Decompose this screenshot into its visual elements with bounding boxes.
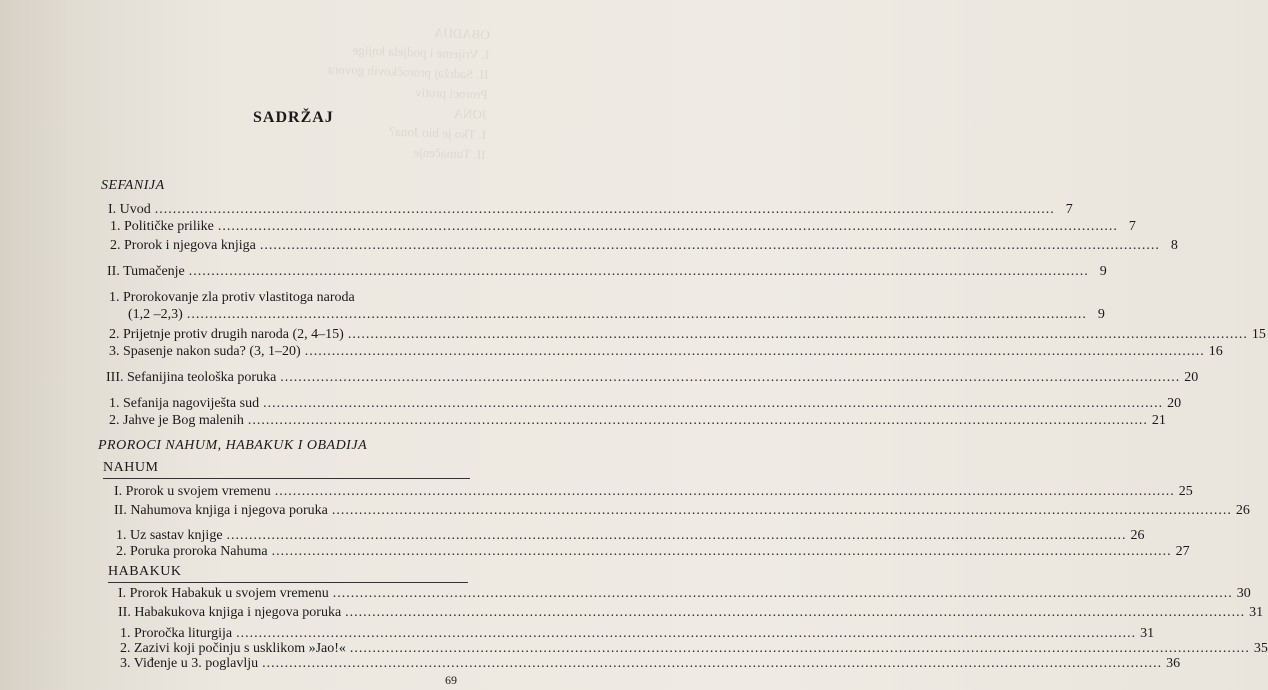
leader-dots: ........................................................................................................................................................................................................	[188, 264, 1089, 279]
toc-entry	[110, 219, 1136, 235]
toc-entry	[109, 344, 1223, 360]
toc-entry-label: 2. Prorok i njegova knjiga	[110, 238, 256, 253]
toc-entry	[110, 238, 1178, 254]
section-rule	[103, 478, 470, 479]
toc-entry	[120, 626, 1155, 642]
toc-entry-page: 26	[1235, 503, 1250, 518]
toc-entry	[114, 503, 1250, 519]
section-heading-proroci: PROROCI NAHUM, HABAKUK I OBADIJA	[98, 438, 368, 453]
toc-entry	[116, 544, 1190, 560]
toc-entry-page: 27	[1175, 544, 1190, 559]
toc-entry-page: 26	[1130, 528, 1145, 543]
leader-dots: ........................................................................................................................................................................................................	[263, 396, 1164, 411]
section-rule	[108, 582, 468, 583]
leader-dots: ........................................................................................................................................................................................................	[345, 605, 1246, 620]
toc-entry-label: 1. Prorokovanje zla protiv vlastitoga naroda	[109, 290, 355, 305]
toc-entry-page: 21	[1151, 413, 1166, 428]
toc-entry-page: 31	[1249, 605, 1264, 620]
leader-dots: ........................................................................................................................................................................................................	[332, 586, 1233, 601]
toc-entry-label: 2. Prijetnje protiv drugih naroda (2, 4–15)	[109, 327, 344, 342]
leader-dots: ........................................................................................................................................................................................................	[331, 503, 1232, 518]
toc-entry-page: 7	[1128, 219, 1136, 234]
toc-entry	[109, 396, 1182, 412]
leader-dots: ........................................................................................................................................................................................................	[236, 626, 1137, 641]
section-heading-sefanija: SEFANIJA	[101, 178, 165, 193]
toc-entry-page: 16	[1208, 344, 1223, 359]
toc-entry-label: I. Prorok Habakuk u svojem vremenu	[118, 586, 329, 601]
toc-entry-label: 2. Zazivi koji počinju s usklikom »Jao!«	[120, 641, 346, 656]
leader-dots: ........................................................................................................................................................................................................	[347, 327, 1248, 342]
toc-entry-page: 15	[1251, 327, 1266, 342]
section-heading-nahum: NAHUM	[103, 460, 159, 475]
toc-entry-label: II. Tumačenje	[107, 264, 185, 279]
leader-dots: ........................................................................................................................................................................................................	[259, 238, 1160, 253]
toc-entry-label: I. Prorok u svojem vremenu	[114, 484, 271, 499]
page-title: SADRŽAJ	[253, 109, 334, 126]
toc-entry-label: 1. Političke prilike	[110, 219, 214, 234]
leader-dots: ........................................................................................................................................................................................................	[280, 370, 1181, 385]
bleed-line: OBADIJA	[433, 25, 491, 43]
bleed-line: JONA	[453, 105, 488, 122]
leader-dots: ........................................................................................................................................................................................................	[217, 219, 1118, 234]
toc-entry	[109, 327, 1266, 343]
toc-entry-label: II. Nahumova knjiga i njegova poruka	[114, 503, 328, 518]
bleed-line: I. Tko je bio Jona?	[389, 123, 487, 142]
toc-entry	[106, 370, 1199, 386]
bleed-line: II. Tumačenje	[413, 144, 486, 162]
toc-entry-page: 20	[1184, 370, 1199, 385]
leader-dots: ........................................................................................................................................................................................................	[271, 544, 1172, 559]
toc-entry-label: 2. Poruka proroka Nahuma	[116, 544, 268, 559]
section-heading-habakuk: HABAKUK	[108, 564, 182, 579]
leader-dots: ........................................................................................................................................................................................................	[262, 656, 1163, 671]
toc-entry-label: II. Habakukova knjiga i njegova poruka	[118, 605, 342, 620]
bleed-line: II. Sadržaj proročkovih govora	[327, 61, 489, 82]
leader-dots: ........................................................................................................................................................................................................	[304, 344, 1205, 359]
toc-entry	[120, 656, 1181, 672]
toc-entry	[118, 605, 1264, 621]
page-number: 69	[445, 673, 457, 687]
toc-entry	[107, 264, 1107, 280]
leader-dots: ........................................................................................................................................................................................................	[274, 484, 1175, 499]
toc-entry-label: 1. Uz sastav knjige	[116, 528, 223, 543]
toc-entry-label: I. Uvod	[108, 202, 151, 217]
leader-dots: ........................................................................................................................................................................................................	[186, 307, 1087, 322]
toc-entry-label: III. Sefanijina teološka poruka	[106, 370, 277, 385]
toc-entry-page: 35	[1253, 641, 1268, 656]
toc-entry-page: 9	[1099, 264, 1107, 279]
toc-entry	[109, 290, 499, 306]
bleed-line: Proroci protiv	[414, 84, 488, 102]
toc-entry-page: 8	[1170, 238, 1178, 253]
toc-entry	[108, 202, 1073, 218]
toc-entry-page: 9	[1097, 307, 1105, 322]
toc-entry-label: 1. Sefanija nagoviješta sud	[109, 396, 260, 411]
toc-entry-page: 7	[1065, 202, 1073, 217]
leader-dots: ........................................................................................................................................................................................................	[349, 641, 1250, 656]
bleed-through-text	[314, 19, 490, 205]
toc-entry-page: 20	[1167, 396, 1182, 411]
toc-entry-label: 3. Viđenje u 3. poglavlju	[120, 656, 259, 671]
toc-entry-label: (1,2 –2,3)	[128, 307, 183, 322]
leader-dots: ........................................................................................................................................................................................................	[226, 528, 1127, 543]
leader-dots: ........................................................................................................................................................................................................	[247, 413, 1148, 428]
leader-dots: ........................................................................................................................................................................................................	[154, 202, 1055, 217]
toc-entry	[114, 484, 1193, 500]
toc-entry	[109, 413, 1166, 429]
toc-entry	[120, 641, 1268, 657]
toc-entry-label: 3. Spasenje nakon suda? (3, 1–20)	[109, 344, 301, 359]
toc-entry-label: 2. Jahve je Bog malenih	[109, 413, 244, 428]
toc-entry	[116, 528, 1145, 544]
toc-entry	[118, 586, 1251, 602]
bleed-line: I. Vrijeme i podjela knjige	[352, 42, 490, 62]
toc-entry	[128, 307, 1105, 323]
toc-entry-label: 1. Proročka liturgija	[120, 626, 233, 641]
toc-entry-page: 30	[1236, 586, 1251, 601]
toc-entry-page: 36	[1166, 656, 1181, 671]
toc-entry-page: 31	[1140, 626, 1155, 641]
toc-entry-page: 25	[1178, 484, 1193, 499]
